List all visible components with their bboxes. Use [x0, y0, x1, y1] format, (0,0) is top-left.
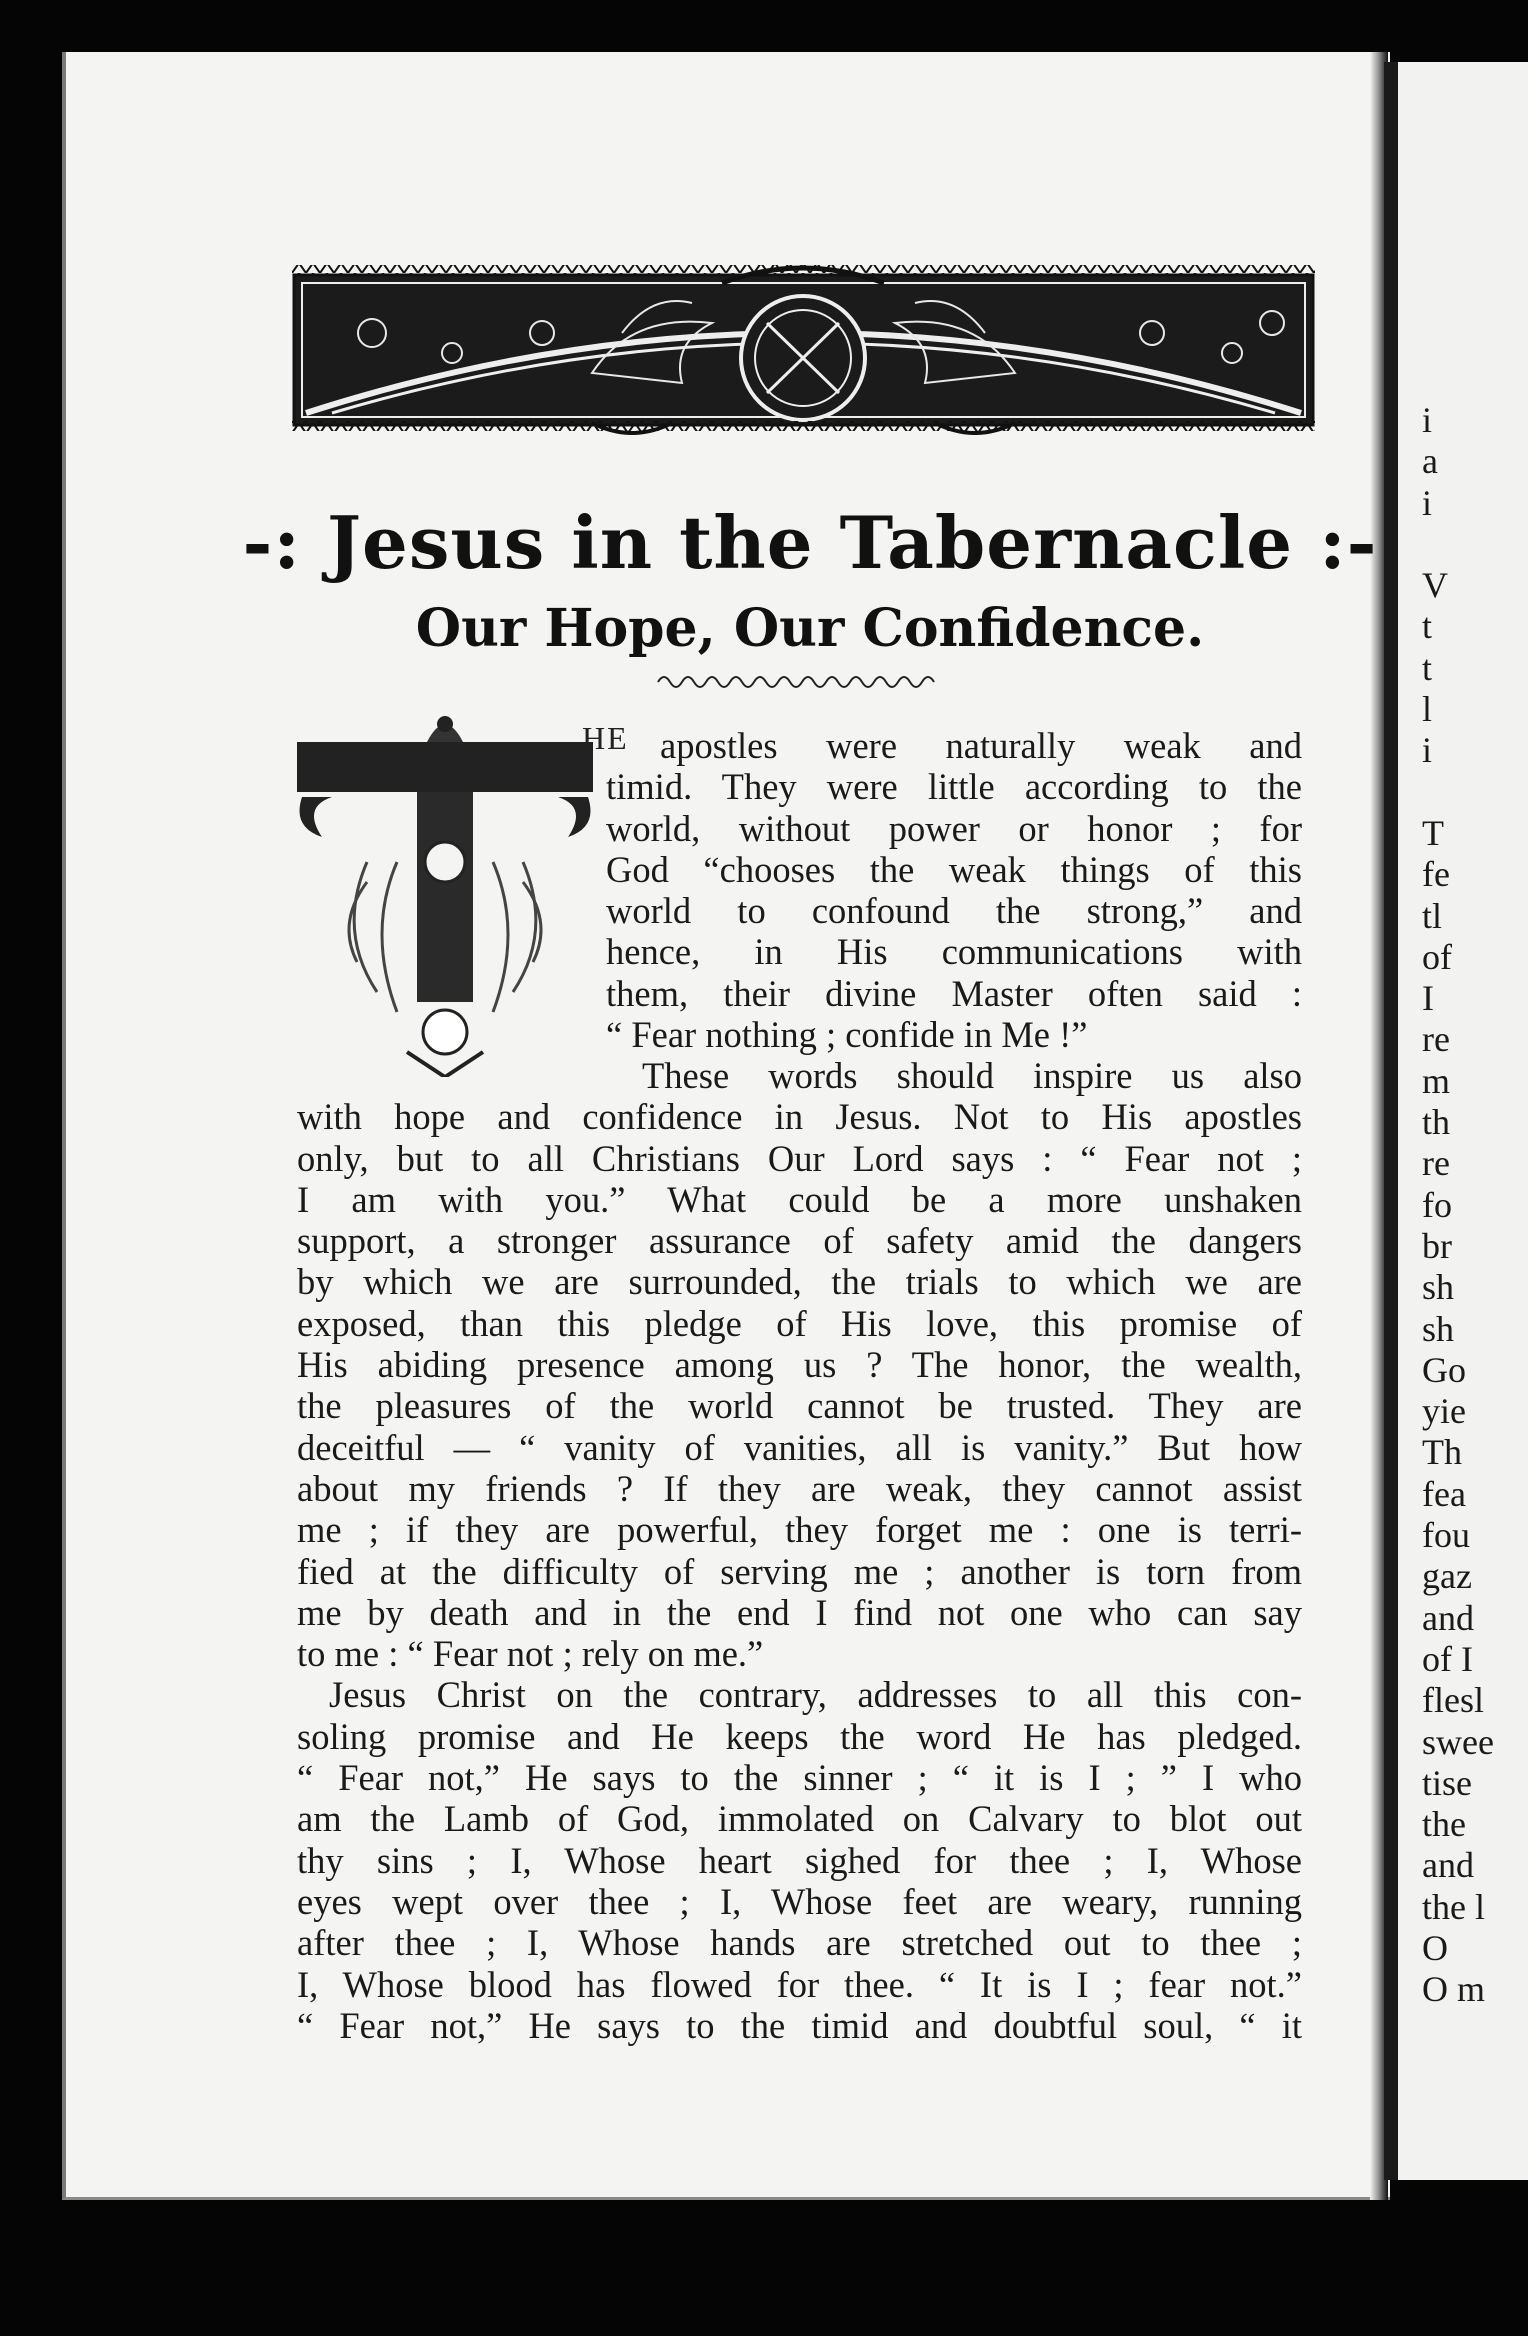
fragment-line: of I [1422, 1638, 1473, 1679]
body-paragraphs [297, 1055, 1302, 2046]
text-line: support, a stronger assurance of safety amid the dangers [297, 1220, 1302, 1262]
fragment-line: t [1422, 606, 1433, 647]
ornamental-dropcap-t-icon [297, 712, 593, 1077]
fragment-line: T [1422, 812, 1444, 853]
page-subtitle: Our Hope, Our Confidence. [415, 598, 1205, 659]
fragment-line: i [1422, 400, 1433, 440]
text-line: timid. They were little according to the [606, 766, 1302, 808]
fragment-line: flesl [1422, 1680, 1484, 1721]
fragment-line: and [1422, 1845, 1474, 1886]
fragment-line [1422, 772, 1494, 813]
text-line: Jesus Christ on the contrary, addresses to all this con- [329, 1674, 1302, 1716]
fragment-line: tl [1422, 895, 1443, 936]
fragment-line: Go [1422, 1349, 1466, 1390]
text-line: God “chooses the weak things of this [606, 848, 1302, 890]
text-line: soling promise and He keeps the word He has pledged. [297, 1715, 1302, 1757]
wrapped-paragraph [606, 725, 1302, 1055]
fragment-line: the [1422, 1804, 1466, 1845]
fragment-line: i [1422, 482, 1433, 523]
text-line: I, Whose blood has flowed for thee. “ It is I ; fear not.” [297, 1963, 1302, 2005]
fragment-line: l [1422, 689, 1433, 730]
ornamental-header-icon [292, 263, 1315, 435]
text-line: world to confound the strong,” and [606, 890, 1302, 932]
fragment-line: fou [1422, 1515, 1470, 1556]
page-title: -: Jesus in the Tabernacle :- [242, 500, 1378, 585]
fragment-line: m [1422, 1060, 1451, 1101]
text-line: thy sins ; I, Whose heart sighed for thee ; I, Whose [297, 1839, 1302, 1881]
fragment-line: fea [1422, 1473, 1466, 1514]
text-line: me by death and in the end I find not one who can say [297, 1591, 1302, 1633]
text-line: hence, in His communications with [606, 931, 1302, 973]
fragment-line: sh [1422, 1308, 1455, 1349]
fragment-line: yie [1422, 1391, 1466, 1432]
dropcap-rest-text: HE [582, 720, 629, 756]
text-line: world, without power or honor ; for [606, 807, 1302, 849]
text-line: “ Fear not,” He says to the timid and doubtful soul, “ it [297, 2004, 1302, 2046]
text-line: after thee ; I, Whose hands are stretched out to thee ; [297, 1922, 1302, 1964]
fragment-line: V [1422, 565, 1448, 606]
fragment-line: I [1422, 978, 1434, 1019]
text-line: about my friends ? If they are weak, they cannot assist [297, 1467, 1302, 1509]
text-line: deceitful — “ vanity of vanities, all is vanity.” But how [297, 1426, 1302, 1468]
text-line: them, their divine Master often said : [606, 972, 1302, 1014]
fragment-line: t [1422, 647, 1433, 688]
text-line: only, but to all Christians Our Lord says : “ Fear not ; [297, 1137, 1302, 1179]
text-line: with hope and confidence in Jesus. Not to His apostles [297, 1096, 1302, 1138]
text-line: by which we are surrounded, the trials to which we are [297, 1261, 1302, 1303]
text-line: I am with you.” What could be a more unshaken [297, 1178, 1302, 1220]
text-line: to me : “ Fear not ; rely on me.” [297, 1633, 764, 1675]
fragment-line: Th [1422, 1432, 1462, 1473]
text-line: “ Fear nothing ; confide in Me !” [606, 1014, 1088, 1056]
facing-page-fragments [1422, 400, 1494, 2011]
fragment-line: br [1422, 1225, 1452, 1266]
text-line: the pleasures of the world cannot be trusted. They are [297, 1385, 1302, 1427]
fragment-line: tise [1422, 1762, 1472, 1803]
fragment-line: and [1422, 1597, 1474, 1638]
fragment-line: i [1422, 730, 1433, 771]
fragment-line: of [1422, 936, 1452, 977]
text-line: me ; if they are powerful, they forget me : one is terri- [297, 1509, 1302, 1551]
text-line: These words should inspire us also [642, 1055, 1302, 1096]
wavy-divider-icon [656, 670, 940, 692]
fragment-line: fe [1422, 854, 1450, 895]
fragment-line: the l [1422, 1886, 1485, 1927]
fragment-line: sh [1422, 1267, 1455, 1308]
text-line: “ Fear not,” He says to the sinner ; “ it is I ; ” I who [297, 1757, 1302, 1799]
text-line: His abiding presence among us ? The honor, the wealth, [297, 1344, 1302, 1386]
fragment-line: a [1422, 441, 1438, 482]
fragment-line: gaz [1422, 1556, 1472, 1597]
text-line: apostles were naturally weak and [660, 725, 1302, 766]
fragment-line: O [1422, 1927, 1448, 1968]
fragment-line: O m [1422, 1969, 1485, 2010]
text-line: eyes wept over thee ; I, Whose feet are weary, running [297, 1880, 1302, 1922]
text-line: fied at the difficulty of serving me ; another is torn from [297, 1550, 1302, 1592]
fragment-line: swee [1422, 1721, 1494, 1762]
fragment-line: re [1422, 1143, 1450, 1184]
text-line: am the Lamb of God, immolated on Calvary to blot out [297, 1798, 1302, 1840]
fragment-line [1422, 524, 1494, 565]
fragment-line: th [1422, 1102, 1451, 1143]
text-line: exposed, than this pledge of His love, this promise of [297, 1302, 1302, 1344]
fragment-line: re [1422, 1019, 1450, 1060]
fragment-line: fo [1422, 1184, 1452, 1225]
